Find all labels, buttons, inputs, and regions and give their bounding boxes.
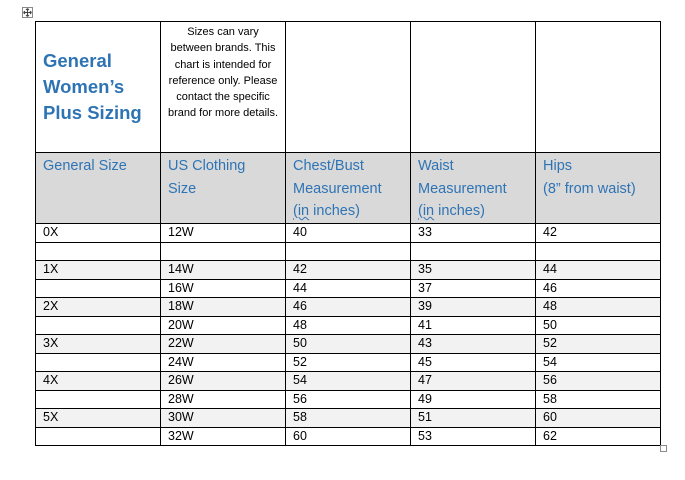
cell-chest: 44 <box>286 279 411 298</box>
table-move-handle-icon[interactable] <box>22 7 33 18</box>
cell-us: 16W <box>161 279 286 298</box>
cell-hips: 58 <box>536 390 661 409</box>
header-row <box>36 153 661 224</box>
cell-us: 12W <box>161 224 286 243</box>
cell-hips: 60 <box>536 409 661 428</box>
table-row <box>36 316 661 335</box>
table-row <box>36 353 661 372</box>
cell-waist: 47 <box>411 372 536 391</box>
cell-waist: 39 <box>411 298 536 317</box>
table-row <box>36 427 661 446</box>
title-cell <box>36 22 161 153</box>
cell-general: 0X <box>36 224 161 243</box>
header-hips: Hips (8” from waist) <box>536 153 661 224</box>
cell-hips: 48 <box>536 298 661 317</box>
title-row <box>36 22 661 153</box>
cell-us: 26W <box>161 372 286 391</box>
table-title: General Women’s Plus Sizing <box>43 50 142 123</box>
cell-us: 14W <box>161 261 286 280</box>
cell-chest: 54 <box>286 372 411 391</box>
cell-us: 30W <box>161 409 286 428</box>
cell-hips: 44 <box>536 261 661 280</box>
empty-cell <box>536 22 661 153</box>
cell-general <box>36 353 161 372</box>
cell-hips: 42 <box>536 224 661 243</box>
cell-waist: 43 <box>411 335 536 354</box>
table-row <box>36 409 661 428</box>
cell-general: 1X <box>36 261 161 280</box>
header-us-clothing-size: US Clothing Size <box>161 153 286 224</box>
cell-waist: 49 <box>411 390 536 409</box>
empty-cell <box>161 242 286 261</box>
cell-us: 20W <box>161 316 286 335</box>
cell-waist: 53 <box>411 427 536 446</box>
plus-size-table <box>35 21 661 446</box>
disclaimer-note: Sizes can vary between brands. This chart is intended for reference only. Please contact the specific brand for more details. <box>167 26 279 120</box>
header-general-size: General Size <box>36 153 161 224</box>
cell-chest: 40 <box>286 224 411 243</box>
table-row <box>36 335 661 354</box>
cell-us: 18W <box>161 298 286 317</box>
cell-us: 24W <box>161 353 286 372</box>
cell-waist: 45 <box>411 353 536 372</box>
table-row <box>36 224 661 243</box>
cell-hips: 46 <box>536 279 661 298</box>
table-row <box>36 372 661 391</box>
cell-general: 4X <box>36 372 161 391</box>
cell-hips: 54 <box>536 353 661 372</box>
cell-chest: 42 <box>286 261 411 280</box>
cell-chest: 52 <box>286 353 411 372</box>
cell-hips: 50 <box>536 316 661 335</box>
spacer-row <box>36 242 661 261</box>
cell-us: 28W <box>161 390 286 409</box>
spellcheck-squiggle: (in <box>418 203 435 219</box>
cell-waist: 33 <box>411 224 536 243</box>
cell-chest: 58 <box>286 409 411 428</box>
header-waist: Waist Measurement (in inches) <box>411 153 536 224</box>
cell-general <box>36 390 161 409</box>
cell-us: 32W <box>161 427 286 446</box>
cell-general <box>36 427 161 446</box>
table-row <box>36 298 661 317</box>
cell-waist: 35 <box>411 261 536 280</box>
cell-hips: 56 <box>536 372 661 391</box>
cell-waist: 41 <box>411 316 536 335</box>
cell-chest: 56 <box>286 390 411 409</box>
empty-cell <box>286 242 411 261</box>
cell-chest: 46 <box>286 298 411 317</box>
cell-waist: 51 <box>411 409 536 428</box>
table-row <box>36 390 661 409</box>
table-resize-handle-icon[interactable] <box>660 445 667 452</box>
empty-cell <box>411 242 536 261</box>
cell-hips: 52 <box>536 335 661 354</box>
empty-cell <box>286 22 411 153</box>
empty-cell <box>536 242 661 261</box>
cell-general <box>36 279 161 298</box>
cell-general: 2X <box>36 298 161 317</box>
cell-hips: 62 <box>536 427 661 446</box>
spellcheck-squiggle: (in <box>293 203 310 219</box>
cell-general <box>36 316 161 335</box>
table-row <box>36 279 661 298</box>
table-row <box>36 261 661 280</box>
empty-cell <box>411 22 536 153</box>
cell-general: 3X <box>36 335 161 354</box>
cell-waist: 37 <box>411 279 536 298</box>
cell-us: 22W <box>161 335 286 354</box>
cell-chest: 48 <box>286 316 411 335</box>
cell-chest: 60 <box>286 427 411 446</box>
cell-chest: 50 <box>286 335 411 354</box>
cell-general: 5X <box>36 409 161 428</box>
empty-cell <box>36 242 161 261</box>
header-chest-bust: Chest/Bust Measurement (in inches) <box>286 153 411 224</box>
note-cell <box>161 22 286 153</box>
